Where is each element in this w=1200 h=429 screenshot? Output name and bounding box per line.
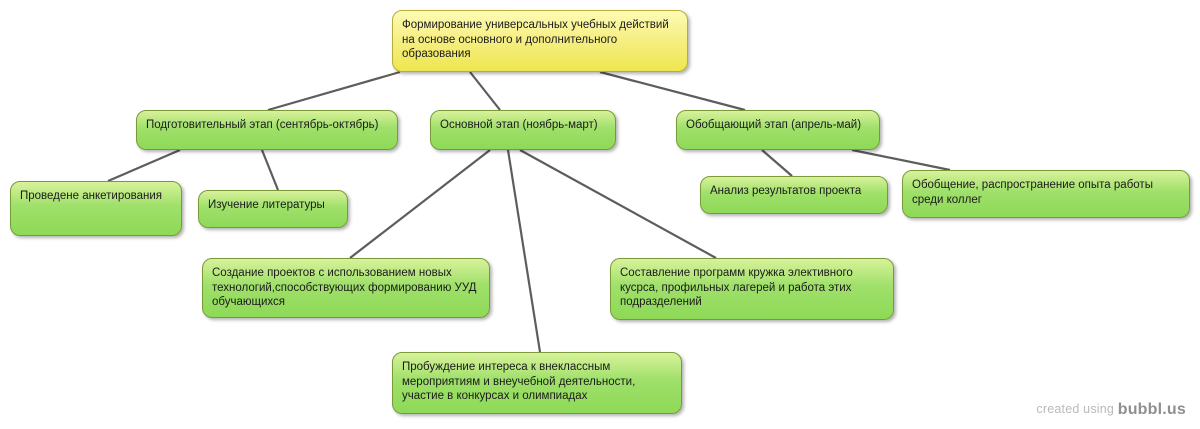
connector-stage-final-to-analysis	[762, 150, 792, 176]
node-label: Изучение литературы	[208, 199, 325, 211]
connector-root-to-stage-prep	[268, 72, 400, 110]
node-label: Составление программ кружка элективного кусрса, профильных лагерей и работа этих подразделений	[620, 267, 853, 308]
node-label: Проведене анкетирования	[20, 190, 163, 202]
node-projects[interactable]	[202, 258, 490, 318]
node-label: Обобщающий этап (апрель-май)	[686, 119, 862, 131]
connector-stage-prep-to-literature	[262, 150, 278, 190]
credit-watermark	[1036, 401, 1186, 419]
connector-stage-main-to-programs	[520, 150, 716, 258]
node-stage-final[interactable]	[676, 110, 880, 150]
node-label: Создание проектов с использованием новых технологий,способствующих формированию УУД обучающихся	[212, 267, 477, 308]
node-programs[interactable]	[610, 258, 894, 320]
node-dissemination[interactable]	[902, 170, 1190, 218]
node-label: Формирование универсальных учебных действий на основе основного и дополнительного образования	[402, 19, 669, 60]
connector-root-to-stage-main	[470, 72, 500, 110]
node-interest[interactable]	[392, 352, 682, 414]
node-label: Пробуждение интереса к внеклассным мероприятиям и внеучебной деятельности, участие в конкурсах и олимпиадах	[402, 361, 636, 402]
node-label: Анализ результатов проекта	[710, 185, 862, 197]
connector-stage-final-to-dissemination	[852, 150, 950, 170]
node-stage-prep[interactable]	[136, 110, 398, 150]
connector-root-to-stage-final	[600, 72, 745, 110]
node-literature[interactable]	[198, 190, 348, 228]
node-label: Подготовительный этап (сентябрь-октябрь)	[146, 119, 379, 131]
credit-prefix: created using	[1036, 402, 1118, 416]
node-analysis[interactable]	[700, 176, 888, 214]
node-label: Основной этап (ноябрь-март)	[440, 119, 598, 131]
connector-stage-main-to-interest	[508, 150, 540, 352]
connector-stage-main-to-projects	[350, 150, 490, 258]
node-root[interactable]	[392, 10, 688, 72]
node-label: Обобщение, распространение опыта работы среди коллег	[912, 179, 1153, 206]
node-stage-main[interactable]	[430, 110, 616, 150]
connector-stage-prep-to-survey	[108, 150, 180, 181]
credit-brand: bubbl.us	[1117, 401, 1186, 418]
node-survey[interactable]	[10, 181, 182, 236]
